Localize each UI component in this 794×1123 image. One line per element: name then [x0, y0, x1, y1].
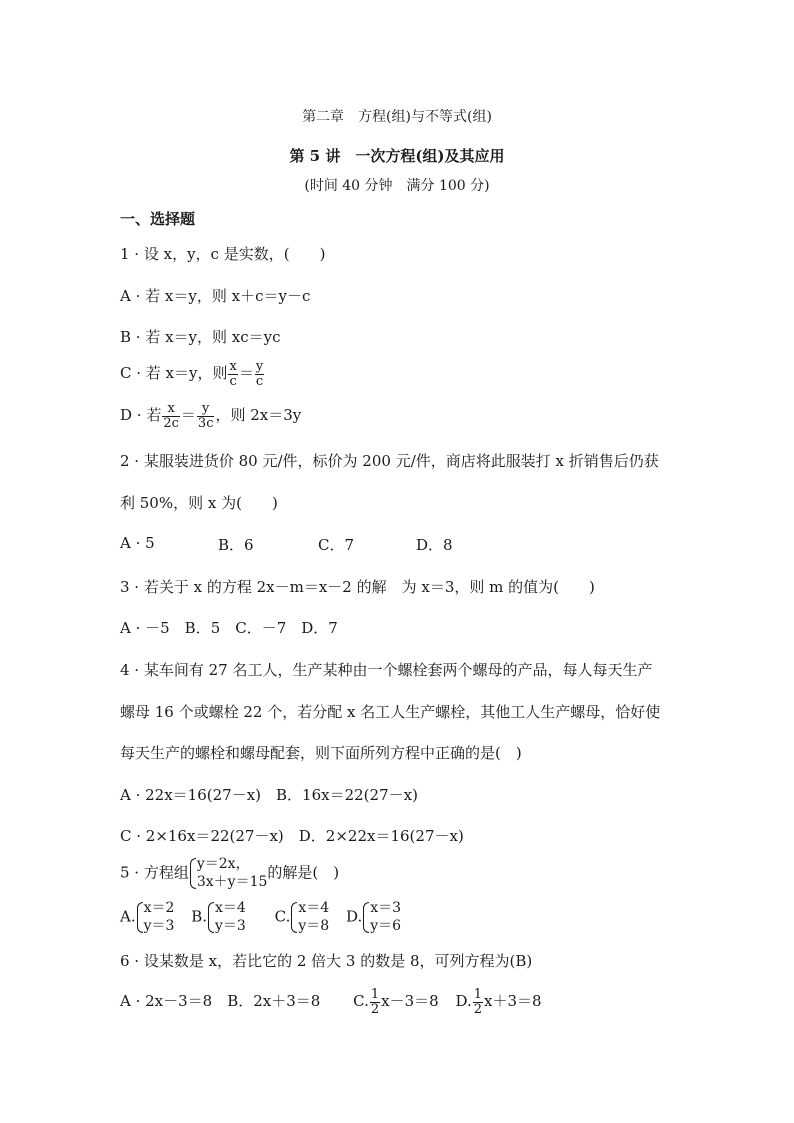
q5-b-eq2: y＝3 [215, 917, 246, 934]
q2-line2: 利 50%，则 x 为( ) [120, 494, 278, 512]
q1-c-num1: x [229, 359, 237, 374]
q1-d-eq: ＝ [180, 406, 196, 425]
q5-option-d [346, 900, 401, 935]
q2-option-d: D．8 [416, 536, 453, 554]
q1-c-prefix: C · 若 x＝y，则 [120, 364, 228, 383]
q6-options [120, 988, 542, 1016]
q1-d-suffix: ，则 2x＝3y [215, 406, 302, 425]
q5-c-eq1: x＝4 [298, 900, 330, 916]
q5-c-eq2: y＝8 [298, 917, 330, 934]
q1-d-num2: y [197, 402, 215, 417]
q1-c-num2: y [255, 359, 264, 374]
q5-sys-eq2: 3x＋y＝15 [196, 873, 268, 890]
q6-c-den: 2 [370, 1001, 380, 1017]
chapter-title: 第二章 方程(组)与不等式(组) [302, 109, 492, 125]
q6-c-label: C. [353, 992, 369, 1011]
q5-b-system [207, 900, 246, 935]
q6-d-den: 2 [473, 1001, 482, 1017]
q1-c-frac1 [228, 360, 237, 388]
q5-d-eq2: y＝6 [370, 917, 402, 934]
q5-option-b [191, 900, 246, 935]
q5-sys-eq1: y＝2x， [196, 856, 250, 872]
q5-stem [120, 856, 339, 891]
q6-options-ab: A · 2x－3＝8 B．2x＋3＝8 [120, 992, 321, 1011]
q1-d-den1: 2c [163, 415, 179, 431]
q5-options [120, 900, 401, 935]
q5-option-a [120, 900, 174, 935]
q1-option-b: B · 若 x＝y，则 xc＝yc [120, 328, 281, 346]
q5-equation-system [189, 856, 268, 891]
q6-d-label: D. [455, 992, 472, 1011]
q1-d-prefix: D · 若 [120, 406, 162, 425]
q1-option-d [120, 402, 301, 430]
q5-option-c [275, 900, 330, 935]
q1-option-c [120, 360, 265, 388]
q5-d-system [362, 900, 401, 935]
q6-c-frac [370, 988, 380, 1016]
q3-options: A · －5 B．5 C．－7 D．7 [120, 619, 338, 637]
q6-stem: 6 · 设某数是 x，若比它的 2 倍大 3 的数是 8，可列方程为(B) [120, 952, 533, 970]
q1-option-a: A · 若 x＝y，则 x＋c＝y－c [120, 287, 311, 305]
q1-d-frac2 [197, 402, 215, 430]
q3-stem: 3 · 若关于 x 的方程 2x－m＝x－2 的解 为 x＝3，则 m 的值为( ) [120, 578, 595, 596]
q5-suffix: 的解是( ) [267, 863, 340, 882]
q1-c-frac2 [255, 360, 264, 388]
q5-a-eq2: y＝3 [143, 917, 175, 934]
lesson-title: 第 5 讲 一次方程(组)及其应用 [289, 147, 505, 165]
q2-option-c: C．7 [318, 536, 355, 554]
q1-stem: 1 · 设 x，y，c 是实数，( ) [120, 245, 326, 263]
q1-d-num1: x [162, 402, 180, 417]
q4-line2: 螺母 16 个或螺栓 22 个，若分配 x 名工人生产螺栓，其他工人生产螺母，恰好使 [120, 703, 661, 721]
q2-option-b: B．6 [218, 536, 254, 554]
q6-c-num: 1 [370, 987, 380, 1002]
q1-d-den2: 3c [197, 415, 214, 431]
q6-c-rest: x－3＝8 [381, 992, 439, 1011]
q1-c-den1: c [229, 373, 237, 389]
q4-options-cd: C · 2×16x＝22(27－x) D．2×22x＝16(27－x) [120, 827, 464, 845]
q5-c-system [290, 900, 329, 935]
q6-d-rest: x＋3＝8 [484, 992, 542, 1011]
q1-c-eq: ＝ [238, 364, 254, 383]
q5-c-label: C. [274, 907, 291, 926]
q5-a-eq1: x＝2 [143, 900, 175, 916]
q6-d-frac [473, 988, 483, 1016]
time-note: (时间 40 分钟 满分 100 分) [304, 178, 490, 194]
q5-b-eq1: x＝4 [215, 900, 246, 916]
q4-line1: 4 · 某车间有 27 名工人，生产某种由一个螺栓套两个螺母的产品，每人每天生产 [120, 661, 653, 679]
q6-d-num: 1 [473, 987, 482, 1002]
section-title: 一、选择题 [120, 210, 196, 228]
q1-d-frac1 [162, 402, 180, 430]
q5-prefix: 5 · 方程组 [120, 863, 189, 882]
q1-c-den2: c [255, 373, 264, 389]
q5-d-label: D. [345, 907, 363, 926]
q5-b-label: B. [191, 907, 208, 926]
q2-option-a: A · 5 [120, 534, 155, 552]
q4-line3: 每天生产的螺栓和螺母配套，则下面所列方程中正确的是( ) [120, 744, 522, 762]
q5-a-system [136, 900, 175, 935]
q5-a-label: A. [120, 907, 136, 926]
q4-options-ab: A · 22x＝16(27－x) B．16x＝22(27－x) [120, 786, 418, 804]
q2-line1: 2 · 某服装进货价 80 元/件，标价为 200 元/件，商店将此服装打 x 折销售后仍获 [120, 452, 659, 470]
q5-d-eq1: x＝3 [370, 900, 402, 916]
